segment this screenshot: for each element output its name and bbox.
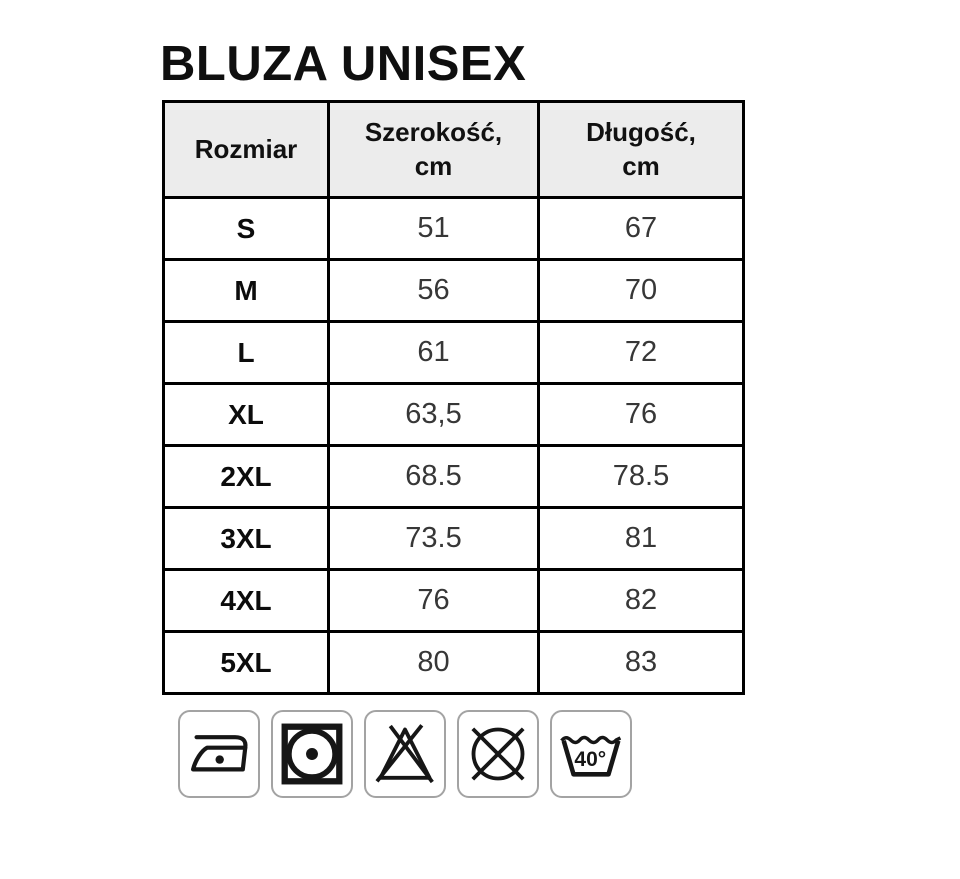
width-cell: 80 bbox=[329, 632, 539, 694]
length-cell: 76 bbox=[539, 384, 744, 446]
length-cell: 81 bbox=[539, 508, 744, 570]
table-row bbox=[164, 198, 744, 260]
width-cell: 68.5 bbox=[329, 446, 539, 508]
size-table-body bbox=[164, 198, 744, 694]
table-row bbox=[164, 508, 744, 570]
care-box-do-not-bleach bbox=[364, 710, 446, 798]
column-header-unit: cm bbox=[414, 150, 453, 181]
iron-one-dot-icon bbox=[184, 718, 254, 790]
care-box-iron bbox=[178, 710, 260, 798]
column-header-label: Długość, bbox=[586, 117, 696, 148]
size-cell: 4XL bbox=[164, 570, 329, 632]
care-box-tumble-dry bbox=[271, 710, 353, 798]
size-cell: M bbox=[164, 260, 329, 322]
column-header-unit: cm bbox=[622, 150, 660, 181]
length-cell: 70 bbox=[539, 260, 744, 322]
width-cell: 61 bbox=[329, 322, 539, 384]
size-cell: XL bbox=[164, 384, 329, 446]
do-not-bleach-icon bbox=[370, 718, 440, 790]
table-row bbox=[164, 260, 744, 322]
size-cell: 5XL bbox=[164, 632, 329, 694]
table-row bbox=[164, 322, 744, 384]
wash-temperature-label: 40° bbox=[574, 747, 607, 771]
column-header-length bbox=[539, 102, 744, 198]
column-header-size bbox=[164, 102, 329, 198]
do-not-dry-clean-icon bbox=[463, 718, 533, 790]
length-cell: 82 bbox=[539, 570, 744, 632]
length-cell: 83 bbox=[539, 632, 744, 694]
wash-40-icon bbox=[556, 718, 626, 790]
care-box-do-not-dry-clean bbox=[457, 710, 539, 798]
width-cell: 63,5 bbox=[329, 384, 539, 446]
width-cell: 51 bbox=[329, 198, 539, 260]
size-cell: 3XL bbox=[164, 508, 329, 570]
page-title: BLUZA UNISEX bbox=[160, 37, 527, 91]
table-row bbox=[164, 384, 744, 446]
tumble-dry-icon bbox=[277, 718, 347, 790]
size-cell: L bbox=[164, 322, 329, 384]
width-cell: 73.5 bbox=[329, 508, 539, 570]
size-cell: 2XL bbox=[164, 446, 329, 508]
column-header-width bbox=[329, 102, 539, 198]
header-row bbox=[164, 102, 744, 198]
table-row bbox=[164, 632, 744, 694]
table-row bbox=[164, 570, 744, 632]
size-cell: S bbox=[164, 198, 329, 260]
length-cell: 72 bbox=[539, 322, 744, 384]
size-table bbox=[162, 100, 745, 695]
care-box-wash-40 bbox=[550, 710, 632, 798]
width-cell: 76 bbox=[329, 570, 539, 632]
care-symbols-row bbox=[178, 710, 632, 798]
width-cell: 56 bbox=[329, 260, 539, 322]
length-cell: 67 bbox=[539, 198, 744, 260]
column-header-label: Rozmiar bbox=[194, 133, 298, 164]
column-header-label: Szerokość, bbox=[364, 117, 503, 148]
length-cell: 78.5 bbox=[539, 446, 744, 508]
table-row bbox=[164, 446, 744, 508]
